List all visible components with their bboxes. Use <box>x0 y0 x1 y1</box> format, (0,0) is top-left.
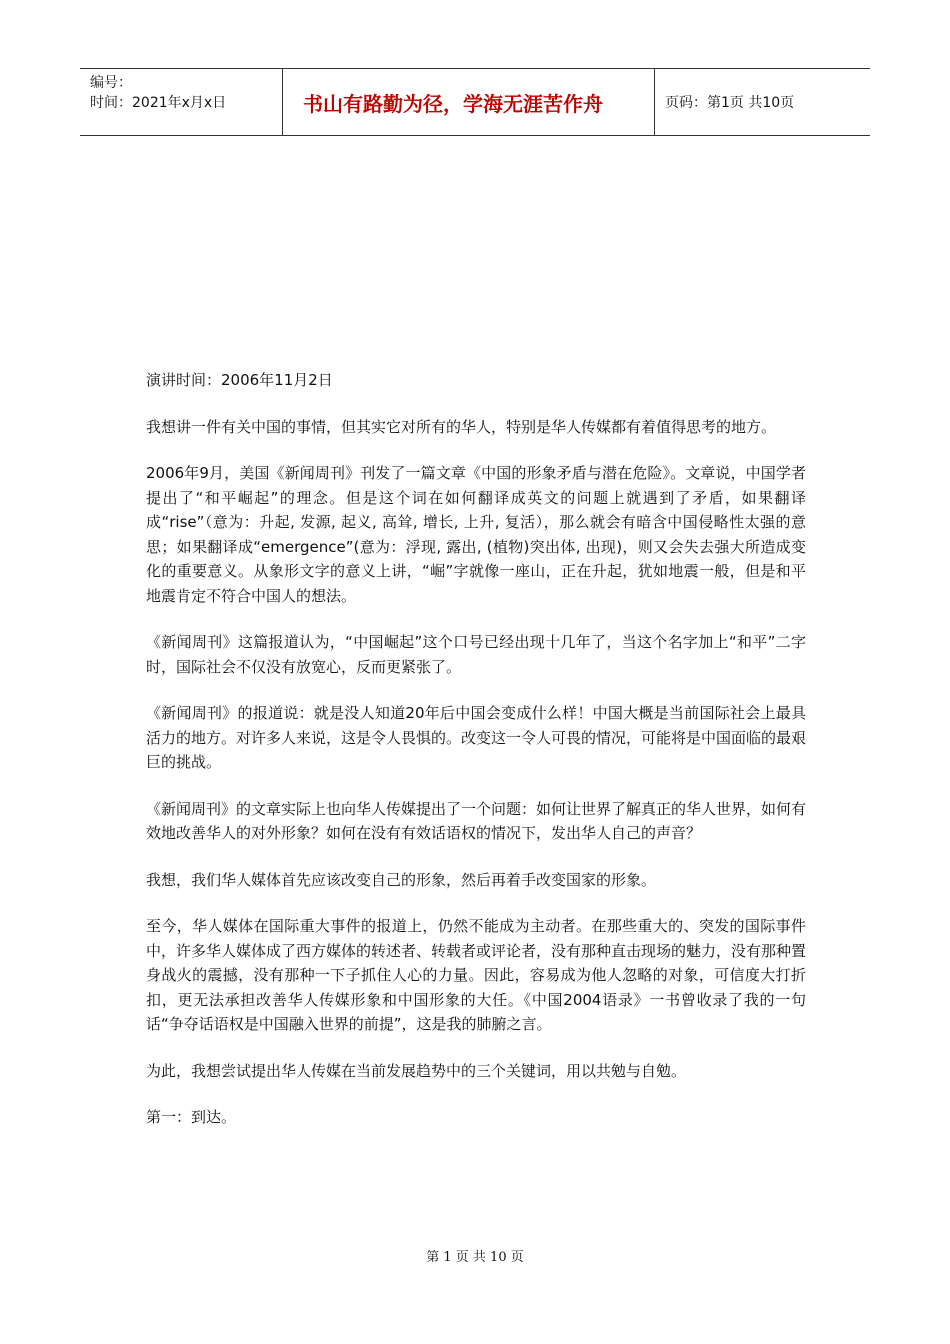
paragraph: 至今，华人媒体在国际重大事件的报道上，仍然不能成为主动者。在那些重大的、突发的国际事件中，许多华人媒体成了西方媒体的转述者、转载者或评论者，没有那种直击现场的魅力，没有那种置身战火的震撼，没有那种一下子抓住人心的力量。因此，容易成为他人忽略的对象，可信度大打折扣，更无法承担改善华人传媒形象和中国形象的大任。《中国2004语录》一书曾收录了我的一句话“争夺话语权是中国融入世界的前提”，这是我的肺腑之言。 <box>146 917 807 1033</box>
paragraph: 为此，我想尝试提出华人传媒在当前发展趋势中的三个关键词，用以共勉与自勉。 <box>146 1061 687 1080</box>
paragraph: 《新闻周刊》的报道说：就是没人知道20年后中国会变成什么样！中国大概是当前国际社会上最具活力的地方。对许多人来说，这是令人畏惧的。改变这一令人可畏的情况，可能将是中国面临的最艰巨的挑战。 <box>146 704 807 771</box>
page-header <box>80 68 870 136</box>
time-label: 时间：2021年x月x日 <box>90 95 227 111</box>
header-motto: 书山有路勤为径，学海无涯苦作舟 <box>282 69 655 135</box>
document-body <box>146 368 806 1152</box>
paragraph: 2006年9月，美国《新闻周刊》刊发了一篇文章《中国的形象矛盾与潜在危险》。文章说，中国学者提出了“和平崛起”的理念。但是这个词在如何翻译成英文的问题上就遇到了矛盾，如果翻译成“rise”（意为：升起, 发源, 起义, 高耸, 增长, 上升, 复活），那么就会有暗含中国侵略性太强的意思；如果翻译成“emergence”(意为：浮现, 露出, (植物)突出体, 出现)，则又会失去强大所造成变化的重要意义。从象形文字的意义上讲，“崛”字就像一座山，正在升起，犹如地震一般，但是和平地震肯定不符合中国人的想法。 <box>146 464 806 605</box>
header-page-info: 页码：第1页 共10页 <box>665 95 795 111</box>
section-heading: 第一：到达。 <box>146 1108 237 1126</box>
speech-date: 演讲时间：2006年11月2日 <box>146 371 333 389</box>
paragraph: 《新闻周刊》这篇报道认为，“中国崛起”这个口号已经出现十几年了，当这个名字加上“和平”二字时，国际社会不仅没有放宽心，反而更紧张了。 <box>146 633 806 676</box>
paragraph: 我想，我们华人媒体首先应该改变自己的形象，然后再着手改变国家的形象。 <box>146 870 657 889</box>
paragraph: 《新闻周刊》的文章实际上也向华人传媒提出了一个问题：如何让世界了解真正的华人世界，如何有效地改善华人的对外形象？如何在没有有效话语权的情况下，发出华人自己的声音？ <box>146 799 807 842</box>
header-meta <box>80 69 282 135</box>
paragraph: 我想讲一件有关中国的事情，但其实它对所有的华人，特别是华人传媒都有着值得思考的地方。 <box>146 417 777 436</box>
page-footer: 第 1 页 共 10 页 <box>426 1250 524 1265</box>
number-label: 编号： <box>90 75 132 91</box>
